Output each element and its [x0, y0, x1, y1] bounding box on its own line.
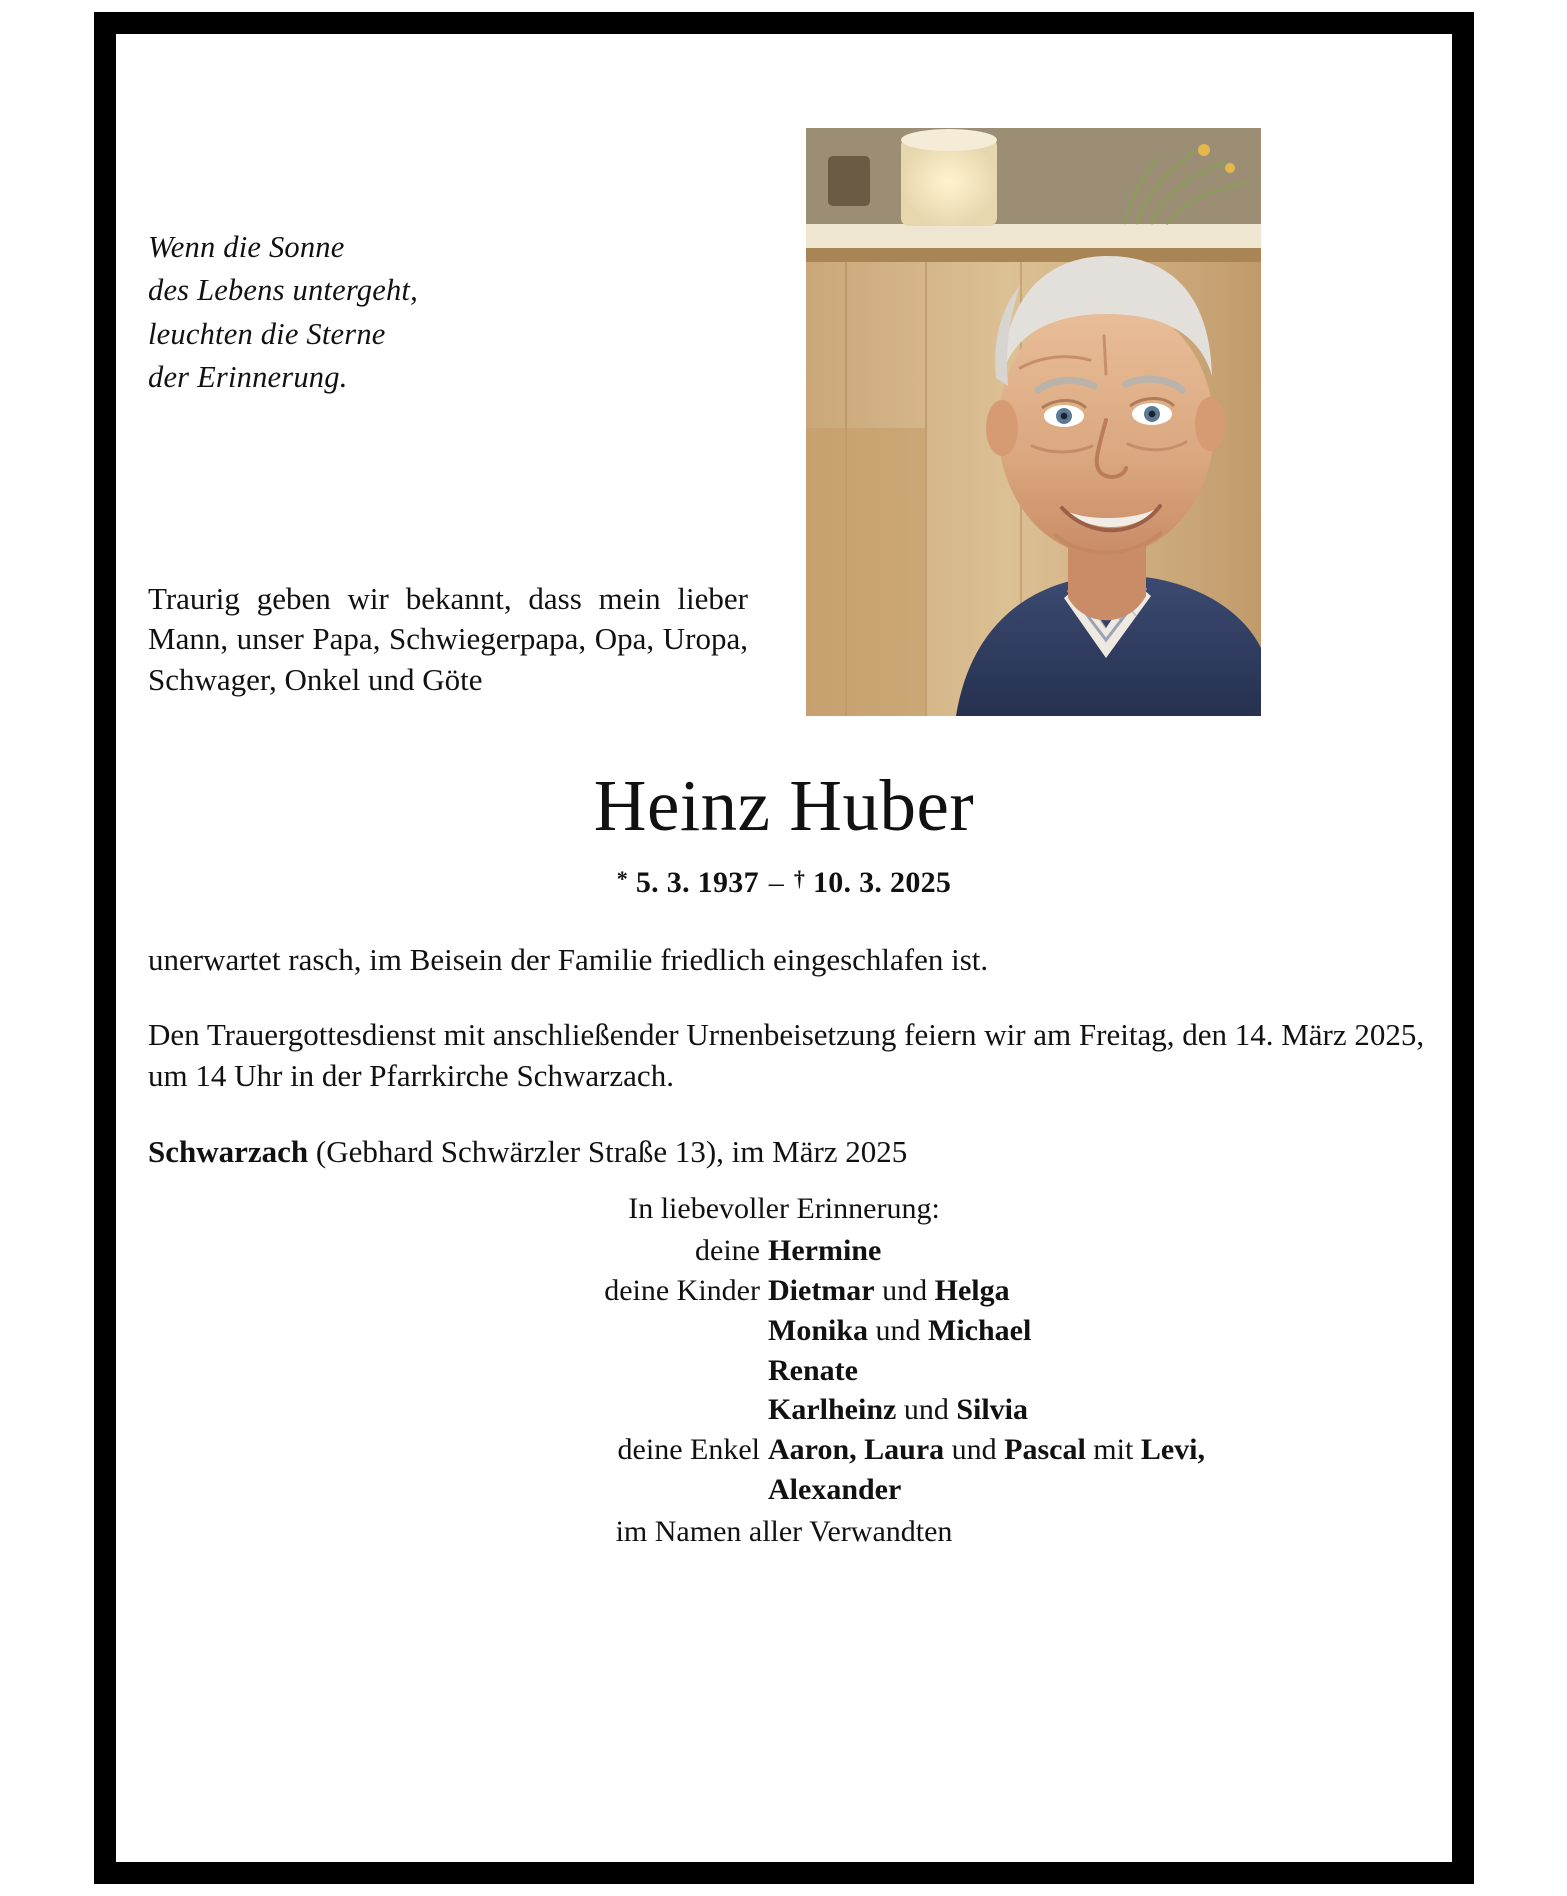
paragraph-passing: unerwartet rasch, im Beisein der Familie friedlich eingeschlafen ist. — [148, 942, 989, 977]
signature-relation — [450, 1470, 768, 1510]
signature-relation — [450, 1390, 768, 1430]
signature-name: Hermine — [768, 1233, 882, 1267]
signature-names — [768, 1311, 1118, 1351]
signature-footer: im Namen aller Verwandten — [615, 1515, 953, 1549]
signature-names — [768, 1271, 1118, 1311]
intro-text: Traurig geben wir bekannt, dass mein lieber Mann, unser Papa, Schwiegerpapa, Opa, Uropa, Schwager, Onkel und Göte — [148, 581, 748, 697]
body-text — [148, 939, 1448, 1172]
signature-relation: deine — [695, 1233, 760, 1267]
notice-inner — [116, 34, 1452, 1862]
signature-conjunction: und — [896, 1393, 957, 1427]
signature-name: Monika — [768, 1313, 869, 1347]
signature-name: Pascal — [1004, 1433, 1086, 1467]
paragraph-service: Den Trauergottesdienst mit anschließender Urnenbeisetzung feiern wir am Freitag, den 14. März 2025, um 14 Uhr in der Pfarrkirche Schwarzach. — [148, 1017, 1425, 1094]
signature-rows — [116, 1231, 1452, 1510]
signature-row — [116, 1470, 1452, 1510]
signature-names — [768, 1390, 1118, 1430]
death-symbol: † — [793, 866, 806, 891]
signature-row — [116, 1231, 1452, 1271]
paragraph-place — [148, 1131, 1448, 1172]
verse-line-3: leuchten die Sterne — [148, 316, 386, 351]
mourning-border — [94, 12, 1474, 1884]
signature-conjunction: und — [868, 1313, 929, 1347]
signature-row — [116, 1430, 1452, 1470]
life-dates — [116, 866, 1452, 900]
signature-name: Silvia — [956, 1393, 1029, 1427]
signature-name: Karlheinz — [768, 1393, 897, 1427]
signature-names — [768, 1470, 1118, 1510]
place-name: Schwarzach — [148, 1133, 309, 1169]
signature-relation — [450, 1311, 768, 1351]
signature-conjunction: und — [944, 1433, 1005, 1467]
signature-name: Michael — [928, 1313, 1032, 1347]
signature-names — [768, 1231, 1118, 1271]
signature-name: Dietmar — [768, 1273, 875, 1307]
signature-heading: In liebevoller Erinnerung: — [628, 1192, 940, 1225]
signature-conjunction: und — [874, 1273, 935, 1307]
signature-name: Aaron, Laura — [768, 1433, 945, 1467]
death-date: 10. 3. 2025 — [812, 866, 952, 899]
signature-block — [116, 1189, 1452, 1552]
signature-row — [116, 1351, 1452, 1391]
memorial-verse — [148, 226, 708, 399]
signature-names — [768, 1351, 1118, 1391]
signature-names — [768, 1430, 1205, 1470]
verse-line-2: des Lebens untergeht, — [148, 273, 418, 308]
signature-row — [116, 1390, 1452, 1430]
signature-name: Helga — [934, 1273, 1010, 1307]
signature-conjunction: mit — [1085, 1433, 1141, 1467]
verse-line-1: Wenn die Sonne — [148, 230, 345, 264]
signature-name: Levi, — [1140, 1433, 1205, 1467]
portrait-photo — [806, 128, 1261, 716]
signature-relation — [450, 1351, 768, 1391]
date-separator: – — [768, 866, 784, 899]
signature-row — [116, 1311, 1452, 1351]
signature-row — [116, 1271, 1452, 1311]
signature-relation: deine Enkel — [617, 1433, 760, 1467]
place-details: (Gebhard Schwärzler Straße 13), im März 2025 — [308, 1133, 908, 1169]
signature-name: Alexander — [768, 1473, 902, 1507]
signature-name: Renate — [768, 1353, 858, 1387]
birth-date: 5. 3. 1937 — [635, 866, 759, 899]
birth-symbol: * — [616, 866, 629, 891]
deceased-name: Heinz Huber — [593, 765, 975, 846]
signature-relation: deine Kinder — [604, 1273, 760, 1307]
verse-line-4: der Erinnerung. — [148, 359, 348, 394]
